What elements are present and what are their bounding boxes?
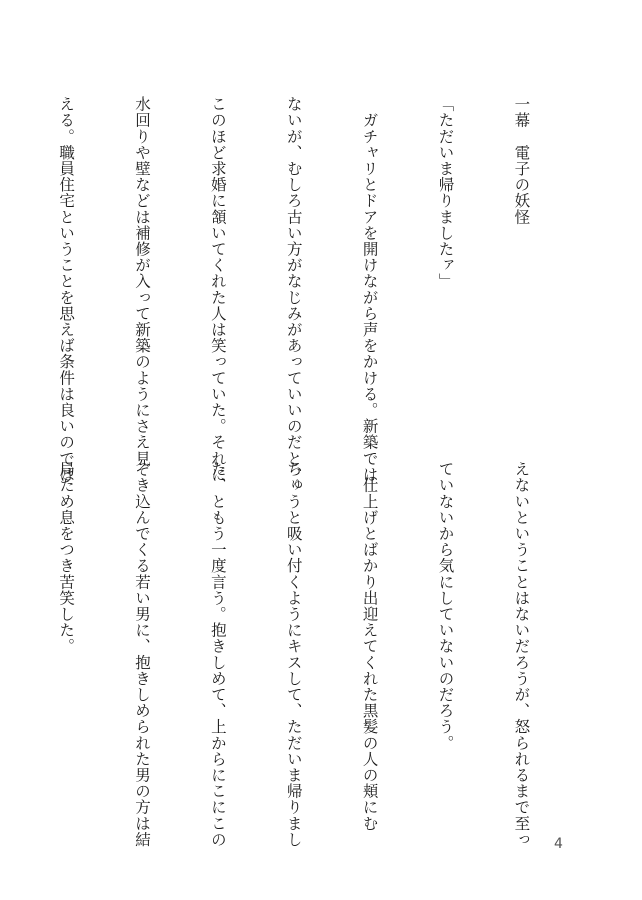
text-line: 局ため息をつき苦笑した。 xyxy=(57,461,76,655)
upper-text-block xyxy=(57,96,584,483)
text-line: ガチャリとドアを開けながら声をかける。新築では xyxy=(360,96,379,483)
text-line: えないということはないだろうが、怒られるまで至っ xyxy=(512,461,531,848)
text-line: ないが、むしろ古い方がなじみがあっていいのだと、 xyxy=(284,96,303,483)
text-line xyxy=(0,96,2,456)
chapter-heading: 一幕 電子の妖怪 xyxy=(512,96,531,225)
lower-text-block xyxy=(57,461,584,848)
text-line: える。職員住宅ということを思えば条件は良いのでは xyxy=(57,96,76,483)
text-line: 「ただいま帰りましたァ」 xyxy=(436,96,455,290)
text-line: ぞき込んでくる若い男に、抱きしめられた男の方は結 xyxy=(132,461,151,848)
text-line: 水回りや壁などは補修が入って新築のようにさえ見 xyxy=(132,96,151,467)
page-number: 4 xyxy=(554,836,563,852)
text-line: 仕上げとばかり出迎えてくれた黒髪の人の頬にむ xyxy=(360,461,379,832)
text-line: ちゅうと吸い付くようにキスして、ただいま帰りまし xyxy=(284,461,303,848)
text-line xyxy=(0,461,2,821)
text-line: このほど求婚に頷いてくれた人は笑っていた。それに xyxy=(208,96,227,483)
text-line: ていないから気にしていないのだろう。 xyxy=(436,461,455,751)
text-line: た、ともう一度言う。抱きしめて、上からにこにこの xyxy=(208,461,227,848)
